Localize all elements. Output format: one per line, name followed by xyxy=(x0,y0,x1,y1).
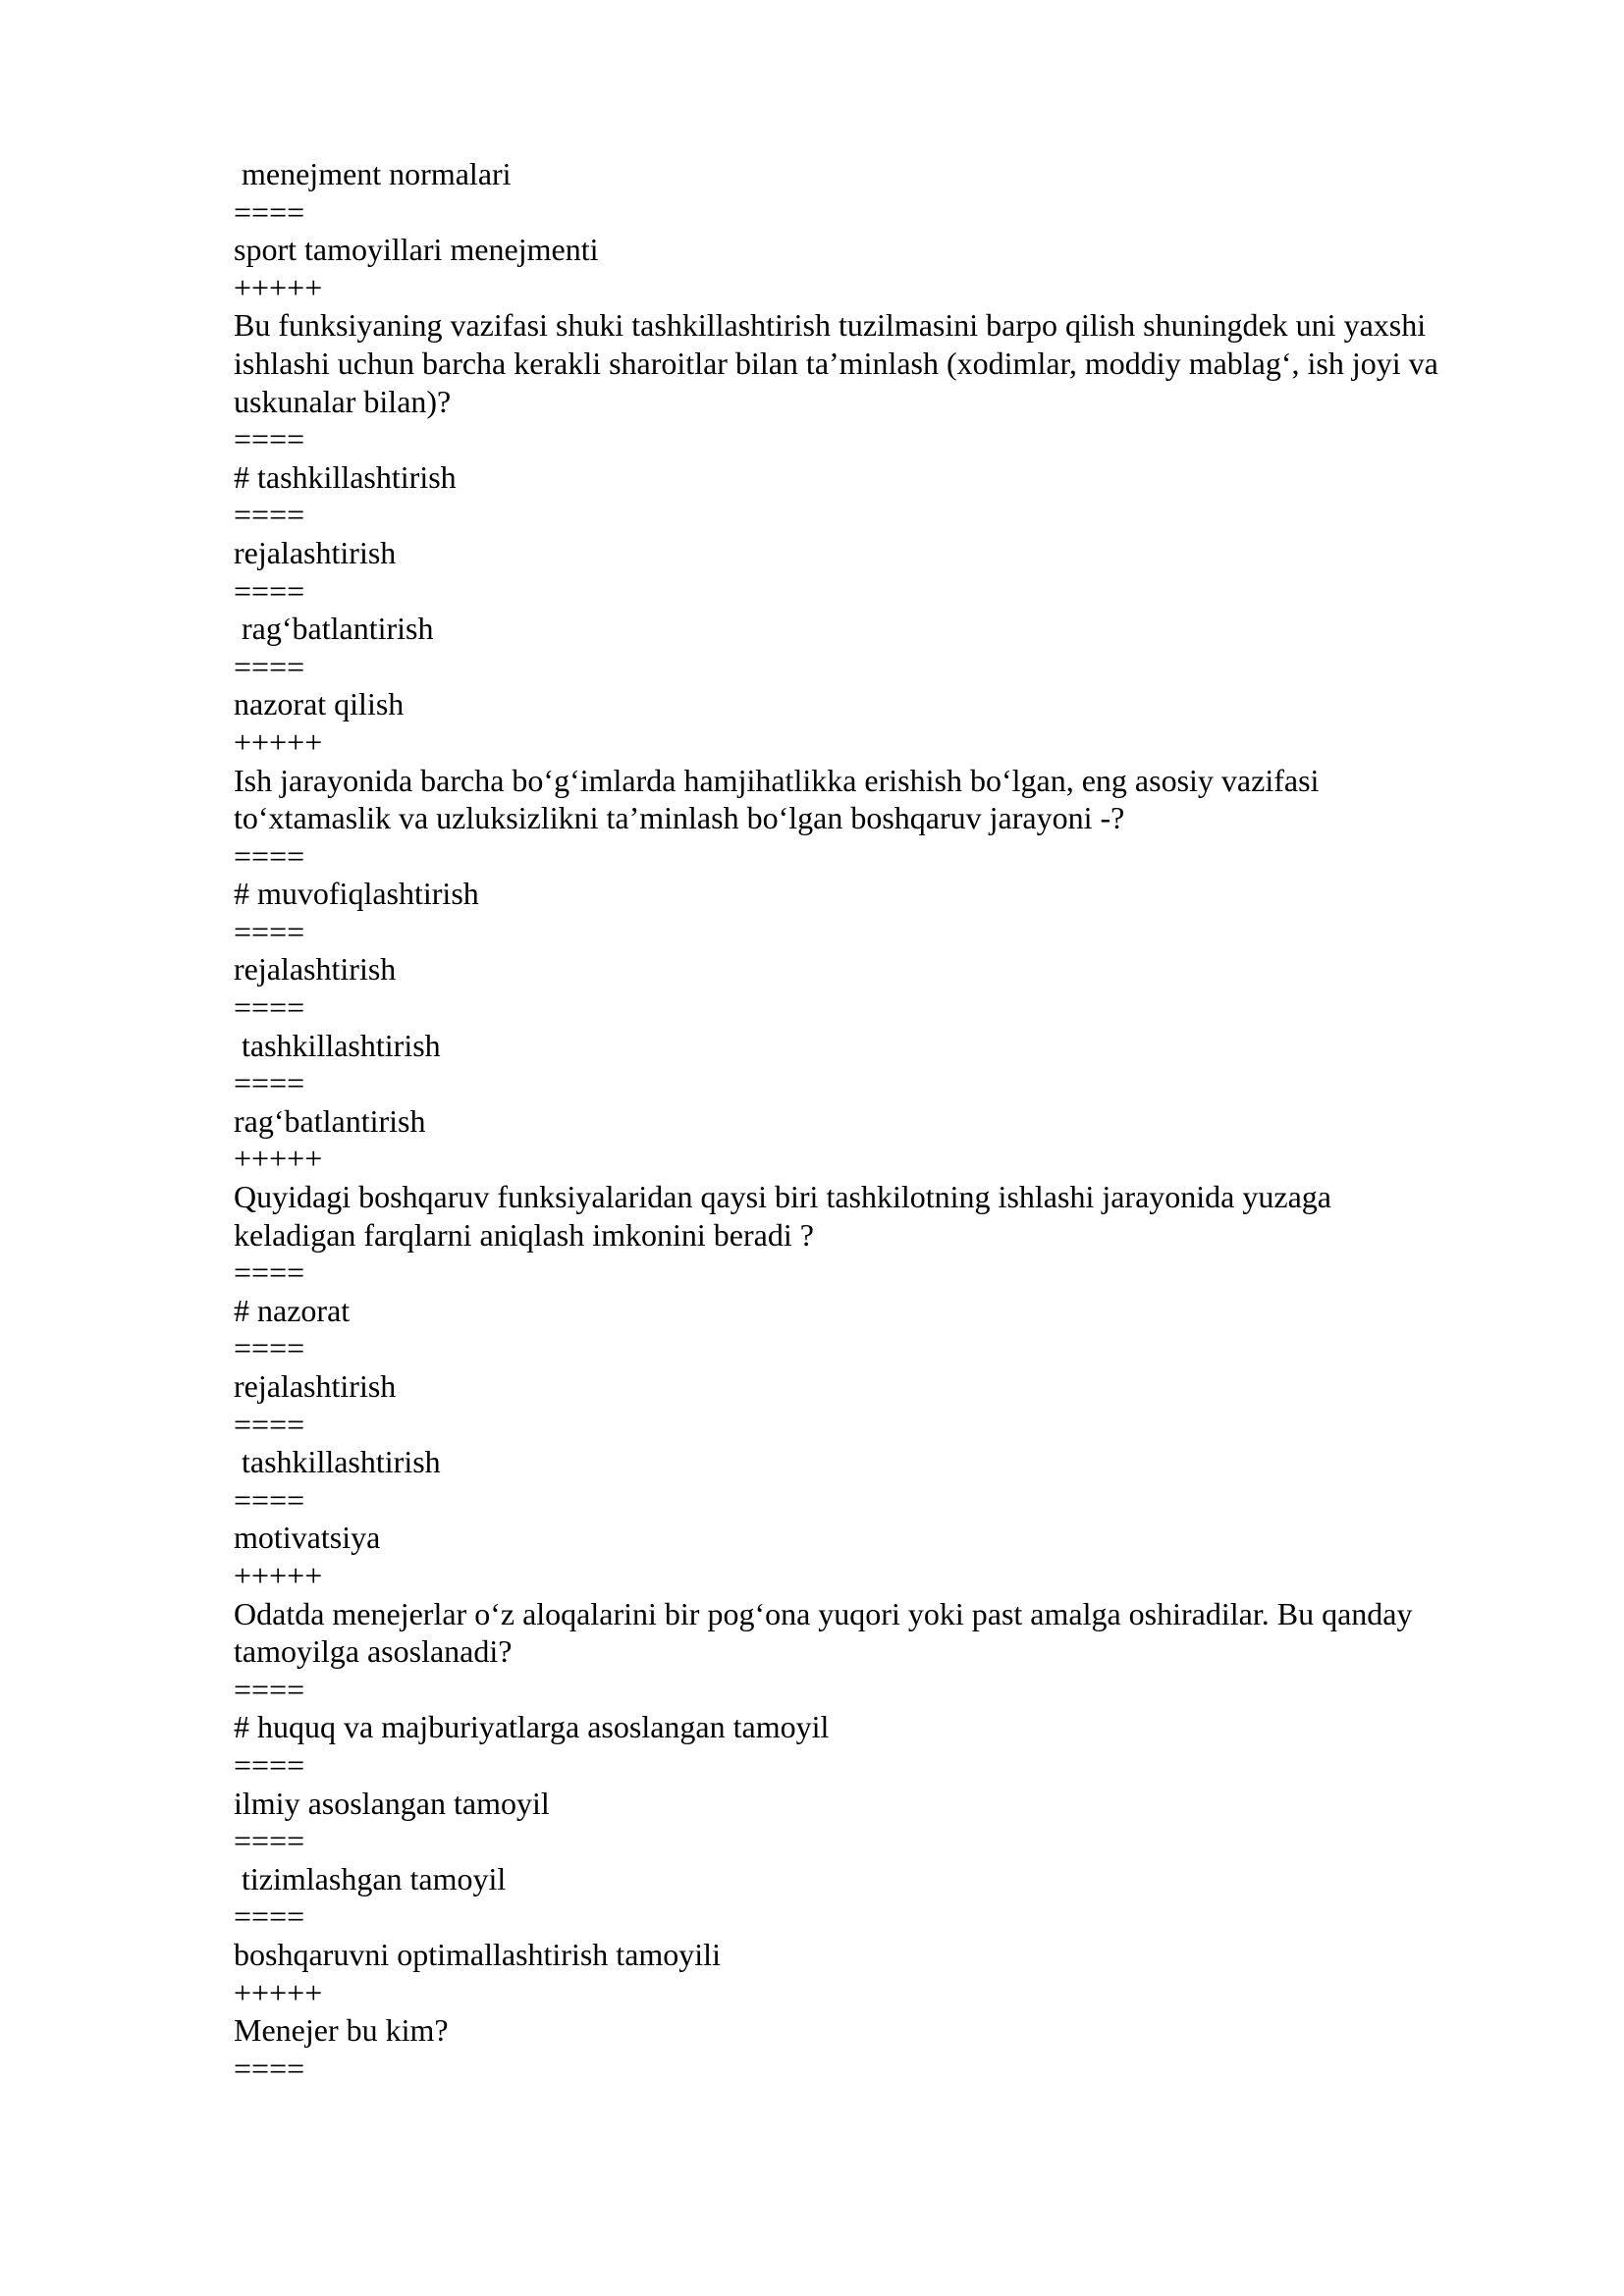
option-separator: ==== xyxy=(234,1823,305,1859)
question-separator: +++++ xyxy=(234,723,323,760)
question-text: uskunalar bilan)? xyxy=(234,383,452,419)
option-separator: ==== xyxy=(234,1065,305,1101)
option-separator: ==== xyxy=(234,497,305,533)
option-separator: ==== xyxy=(234,1481,305,1518)
question-text: Quyidagi boshqaruv funksiyalaridan qaysi biri tashkilotning ishlashi jarayonida yuzaga xyxy=(234,1179,1331,1215)
answer-option: rejalashtirish xyxy=(234,534,397,570)
question-separator: +++++ xyxy=(234,1974,323,2010)
question-text: Bu funksiyaning vazifasi shuki tashkillashtirish tuzilmasini barpo qilish shuningdek uni yaxshi xyxy=(234,307,1427,344)
question-text: keladigan farqlarni aniqlash imkonini beradi ? xyxy=(234,1216,814,1253)
option-separator: ==== xyxy=(234,913,305,949)
document-page xyxy=(234,155,1510,2087)
answer-option: tashkillashtirish xyxy=(234,1444,441,1480)
correct-answer-option: # tashkillashtirish xyxy=(234,458,457,495)
answer-option: tashkillashtirish xyxy=(234,1027,441,1063)
answer-option: ilmiy asoslangan tamoyil xyxy=(234,1785,550,1821)
correct-answer-option: # huquq va majburiyatlarga asoslangan tamoyil xyxy=(234,1709,830,1745)
question-text: ishlashi uchun barcha kerakli sharoitlar bilan ta’minlash (xodimlar, moddiy mablag‘, ish joyi va xyxy=(234,345,1438,381)
option-separator: ==== xyxy=(234,1255,305,1291)
option-separator: ==== xyxy=(234,837,305,874)
option-separator: ==== xyxy=(234,989,305,1026)
answer-option: sport tamoyillari menejmenti xyxy=(234,232,599,268)
option-separator: ==== xyxy=(234,1330,305,1366)
answer-option: rejalashtirish xyxy=(234,1368,397,1404)
option-separator: ==== xyxy=(234,648,305,684)
option-separator: ==== xyxy=(234,572,305,609)
question-text: tamoyilga asoslanadi? xyxy=(234,1633,513,1670)
answer-option: tizimlashgan tamoyil xyxy=(234,1860,507,1896)
question-text: to‘xtamaslik va uzluksizlikni ta’minlash bo‘lgan boshqaruv jarayoni -? xyxy=(234,800,1125,836)
correct-answer-option: # muvofiqlashtirish xyxy=(234,876,479,912)
question-separator: +++++ xyxy=(234,1141,323,1177)
option-separator: ==== xyxy=(234,421,305,457)
correct-answer-option: # nazorat xyxy=(234,1292,351,1328)
question-text: Menejer bu kim? xyxy=(234,2012,449,2049)
option-separator: ==== xyxy=(234,1671,305,1707)
option-separator: ==== xyxy=(234,193,305,230)
answer-option: rag‘batlantirish xyxy=(234,611,434,647)
option-separator: ==== xyxy=(234,1898,305,1935)
question-separator: +++++ xyxy=(234,269,323,305)
option-separator: ==== xyxy=(234,2050,305,2086)
option-separator: ==== xyxy=(234,1746,305,1783)
question-text: Odatda menejerlar o‘z aloqalarini bir pog‘ona yuqori yoki past amalga oshiradilar. Bu qanday xyxy=(234,1595,1413,1631)
answer-option: motivatsiya xyxy=(234,1520,381,1556)
question-separator: +++++ xyxy=(234,1557,323,1593)
answer-option: menejment normalari xyxy=(234,156,512,191)
question-text: Ish jarayonida barcha bo‘g‘imlarda hamjihatlikka erishish bo‘lgan, eng asosiy vazifasi xyxy=(234,762,1320,798)
answer-option: rejalashtirish xyxy=(234,951,397,988)
answer-option: nazorat qilish xyxy=(234,686,405,722)
option-separator: ==== xyxy=(234,1406,305,1442)
answer-option: boshqaruvni optimallashtirish tamoyili xyxy=(234,1936,721,1972)
answer-option: rag‘batlantirish xyxy=(234,1102,426,1139)
